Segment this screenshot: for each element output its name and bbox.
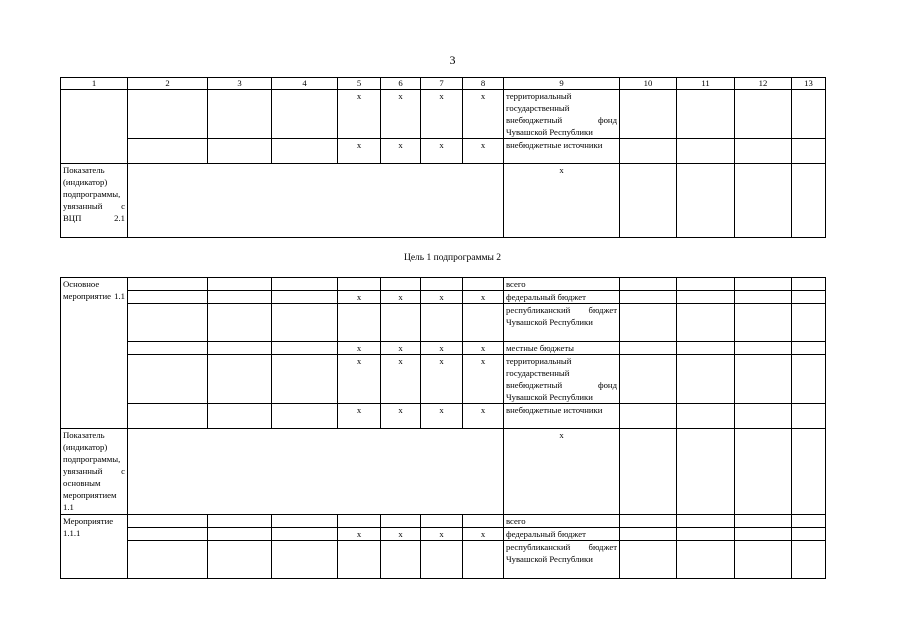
funding-source: республиканский бюджет Чувашской Республики — [504, 541, 620, 579]
x-mark: x — [381, 139, 421, 164]
merged-empty-cell — [128, 164, 504, 238]
column-header: 12 — [735, 78, 792, 90]
funding-source: внебюджетные источники — [504, 404, 620, 429]
x-mark: x — [463, 291, 504, 304]
table-row — [61, 90, 826, 139]
column-header: 13 — [792, 78, 826, 90]
x-mark: x — [381, 291, 421, 304]
x-mark: x — [338, 291, 381, 304]
x-mark: x — [338, 528, 381, 541]
table-row — [61, 139, 826, 164]
x-mark: x — [463, 342, 504, 355]
indicator-row — [61, 429, 826, 515]
x-mark: x — [421, 139, 463, 164]
table-row — [61, 355, 826, 404]
indicator-label: Показатель (индикатор) подпрограммы, увязанный с ВЦП 2.1 — [61, 164, 128, 238]
main-event-label: Основное мероприятие 1.1 — [61, 278, 128, 429]
x-mark: x — [463, 139, 504, 164]
table-row — [61, 404, 826, 429]
budget-table-part2 — [60, 277, 826, 579]
funding-source: территориальный государственный внебюджетный фонд Чувашской Республики — [504, 355, 620, 404]
funding-source: всего — [504, 278, 620, 291]
merged-empty-cell — [128, 429, 504, 515]
column-number-header-row — [61, 78, 826, 90]
funding-source: внебюджетные источники — [504, 139, 620, 164]
indicator-row — [61, 164, 826, 238]
table-row — [61, 291, 826, 304]
page-number: 3 — [449, 53, 456, 67]
x-mark: x — [463, 355, 504, 404]
column-header: 10 — [620, 78, 677, 90]
funding-source: территориальный государственный внебюджетный фонд Чувашской Республики — [504, 90, 620, 139]
x-mark: x — [381, 342, 421, 355]
funding-source: федеральный бюджет — [504, 291, 620, 304]
x-mark: x — [338, 342, 381, 355]
column-header: 9 — [504, 78, 620, 90]
x-mark: x — [421, 355, 463, 404]
x-mark: x — [421, 342, 463, 355]
x-mark: x — [463, 90, 504, 139]
x-mark: x — [338, 355, 381, 404]
table-row — [61, 304, 826, 342]
table-row — [61, 342, 826, 355]
column-header: 3 — [208, 78, 272, 90]
funding-source: местные бюджеты — [504, 342, 620, 355]
column-header: 1 — [61, 78, 128, 90]
column-header: 4 — [272, 78, 338, 90]
column-header: 2 — [128, 78, 208, 90]
x-mark: x — [504, 164, 620, 238]
table-row — [61, 528, 826, 541]
x-mark: x — [463, 404, 504, 429]
column-header: 7 — [421, 78, 463, 90]
x-mark: x — [381, 528, 421, 541]
x-mark: x — [381, 355, 421, 404]
funding-source: республиканский бюджет Чувашской Республики — [504, 304, 620, 342]
column-header: 11 — [677, 78, 735, 90]
budget-table-part1 — [60, 77, 826, 238]
x-mark: x — [338, 90, 381, 139]
x-mark: x — [338, 404, 381, 429]
column-header: 5 — [338, 78, 381, 90]
table-row — [61, 278, 826, 291]
column-header: 6 — [381, 78, 421, 90]
x-mark: x — [421, 528, 463, 541]
x-mark: x — [463, 528, 504, 541]
goal-title: Цель 1 подпрограммы 2 — [403, 253, 502, 263]
x-mark: x — [421, 404, 463, 429]
column-header: 8 — [463, 78, 504, 90]
indicator-label: Показатель (индикатор) подпрограммы, увязанный с основным мероприятием 1.1 — [61, 429, 128, 515]
table-row — [61, 515, 826, 528]
event-label: Мероприятие 1.1.1 — [61, 515, 128, 579]
x-mark: x — [421, 291, 463, 304]
x-mark: x — [504, 429, 620, 515]
funding-source: всего — [504, 515, 620, 528]
x-mark: x — [421, 90, 463, 139]
x-mark: x — [338, 139, 381, 164]
table-row — [61, 541, 826, 579]
empty-cell — [61, 90, 128, 164]
x-mark: x — [381, 404, 421, 429]
x-mark: x — [381, 90, 421, 139]
funding-source: федеральный бюджет — [504, 528, 620, 541]
